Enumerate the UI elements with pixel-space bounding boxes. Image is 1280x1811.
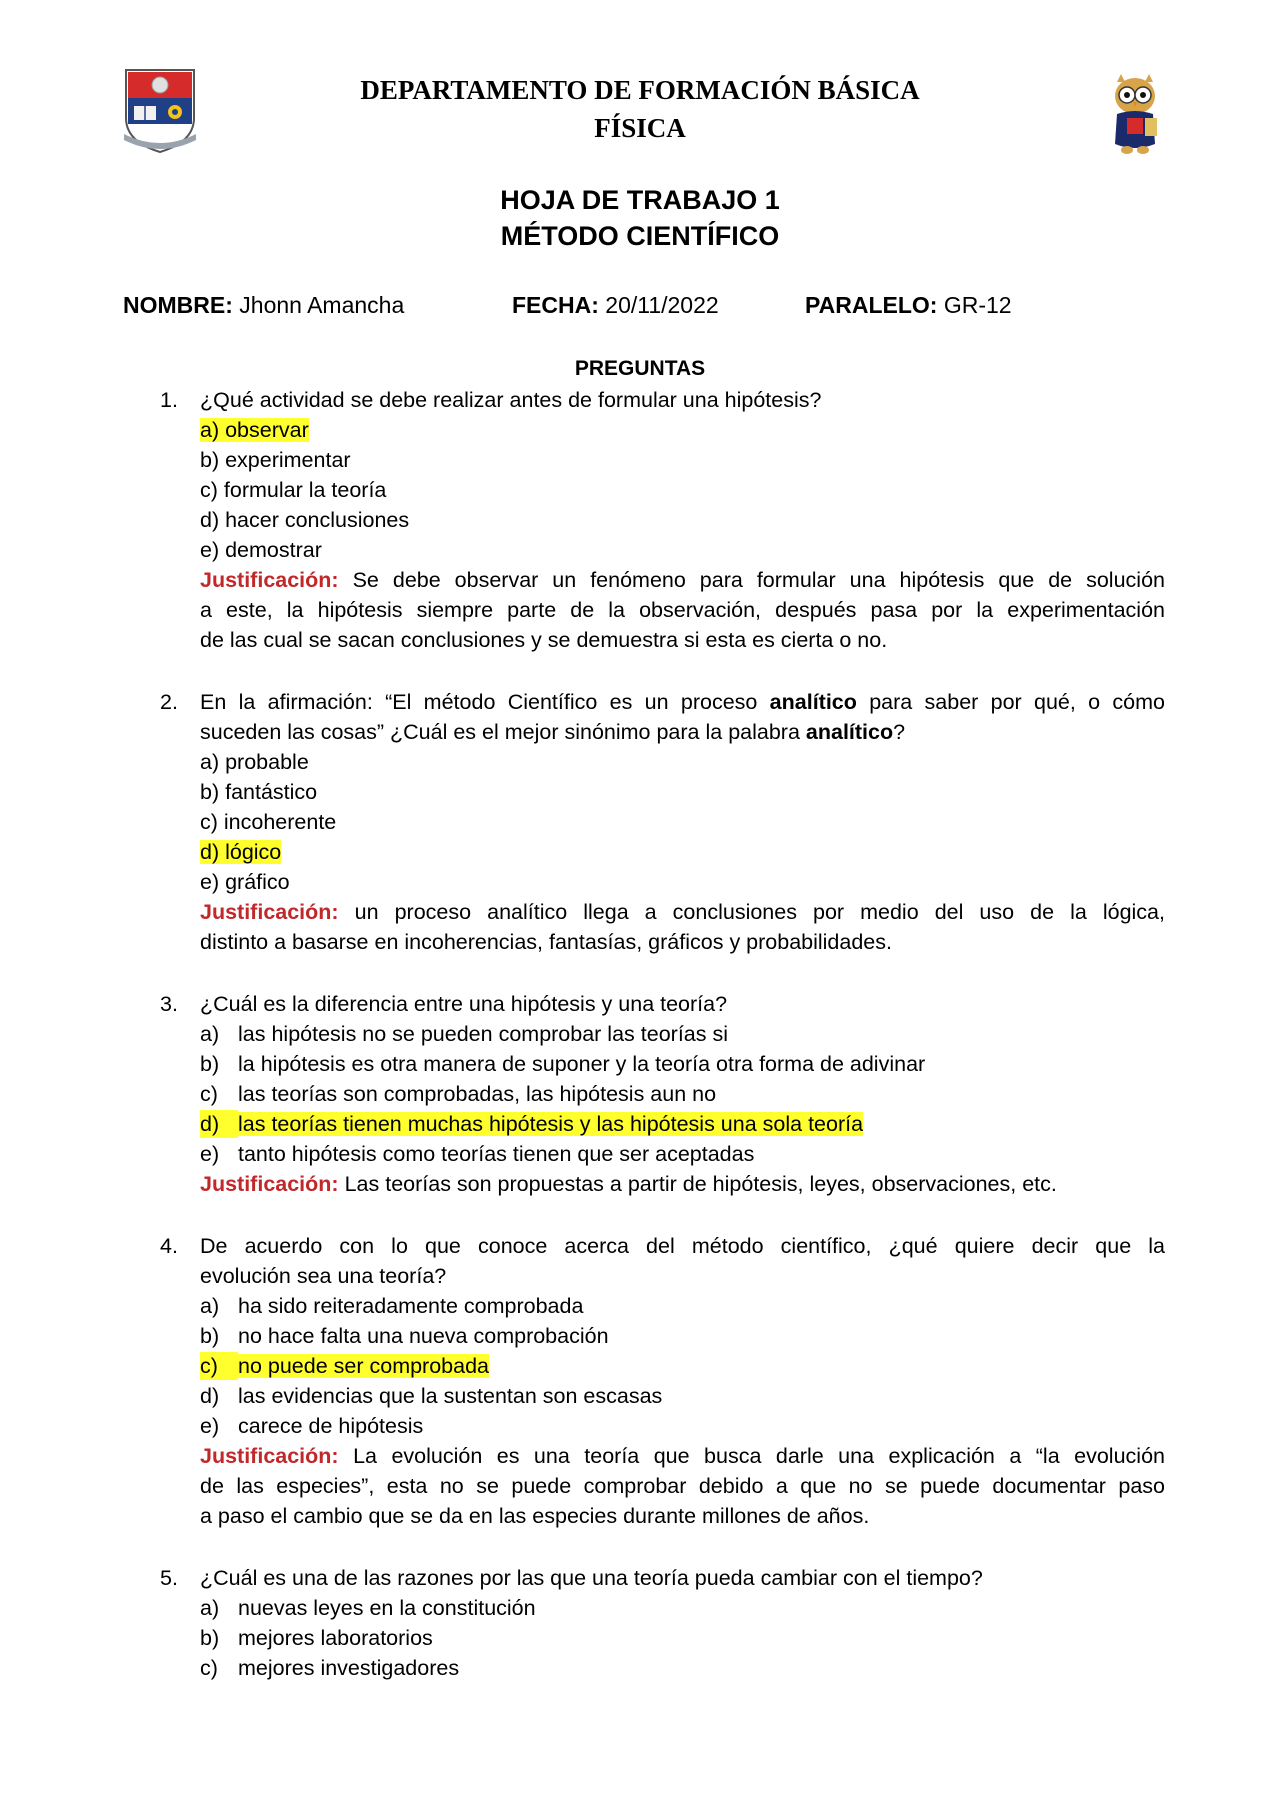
date-value: 20/11/2022 (605, 292, 719, 318)
q1-justification-line-3: de las cual se sacan conclusiones y se demuestra si esta es cierta o no. (200, 628, 888, 652)
q4-option-a-letter: a) (200, 1294, 220, 1318)
q1-option-e: e) demostrar (200, 538, 322, 562)
q4-option-a: ha sido reiteradamente comprobada (238, 1294, 584, 1318)
q1-option-d: d) hacer conclusiones (200, 508, 410, 532)
q2-option-d-text: d) lógico (200, 840, 282, 864)
q4-option-e-letter: e) (200, 1414, 220, 1438)
q4-justification-text-1: La evolución es una teoría que busca darle una explicación a “la evolución (353, 1444, 1165, 1468)
q2-option-e: e) gráfico (200, 870, 290, 894)
q5-option-a-letter: a) (200, 1596, 220, 1620)
q4-justification-line-1 (200, 1442, 1165, 1470)
q3-option-c-letter: c) (200, 1082, 218, 1106)
question-3-text: ¿Cuál es la diferencia entre una hipótesis y una teoría? (200, 992, 728, 1016)
group-value: GR-12 (943, 292, 1012, 318)
q3-justification-text-1: Las teorías son propuestas a partir de hipótesis, leyes, observaciones, etc. (344, 1172, 1057, 1196)
question-2-text-line-1 (200, 688, 1165, 716)
q2-justification-line-1 (200, 898, 1165, 926)
q4-option-b-letter: b) (200, 1324, 220, 1348)
question-5-text: ¿Cuál es una de las razones por las que una teoría pueda cambiar con el tiempo? (200, 1566, 983, 1590)
q3-option-b: la hipótesis es otra manera de suponer y la teoría otra forma de adivinar (238, 1052, 926, 1076)
justification-label: Justificación: (200, 568, 339, 592)
department-title: DEPARTAMENTO DE FORMACIÓN BÁSICA (360, 75, 920, 105)
justification-label: Justificación: (200, 1172, 339, 1196)
q3-option-a: las hipótesis no se pueden comprobar las teorías si (238, 1022, 728, 1046)
topic-title: MÉTODO CIENTÍFICO (500, 221, 780, 251)
q4-option-c (238, 1352, 489, 1380)
q2-line1-b: para saber por qué, o cómo (856, 690, 1165, 714)
q2-justification-line-2: distinto a basarse en incoherencias, fantasías, gráficos y probabilidades. (200, 930, 892, 954)
q1-option-a (200, 416, 309, 444)
q3-option-c: las teorías son comprobadas, las hipótesis aun no (238, 1082, 717, 1106)
question-number: 1. (160, 388, 178, 412)
university-crest-logo (120, 68, 200, 154)
question-number: 5. (160, 1566, 178, 1590)
q1-justification-line-1 (200, 566, 1165, 594)
q4-option-b: no hace falta una nueva comprobación (238, 1324, 609, 1348)
q2-option-c: c) incoherente (200, 810, 337, 834)
q5-option-c: mejores investigadores (238, 1656, 460, 1680)
q3-option-e: tanto hipótesis como teorías tienen que ser aceptadas (238, 1142, 755, 1166)
q3-option-d-text: las teorías tienen muchas hipótesis y las hipótesis una sola teoría (238, 1112, 864, 1136)
q1-option-c: c) formular la teoría (200, 478, 387, 502)
subject-title: FÍSICA (594, 113, 686, 143)
name-label: NOMBRE: (123, 292, 233, 318)
question-number: 4. (160, 1234, 178, 1258)
q1-option-b: b) experimentar (200, 448, 351, 472)
question-2-text-line-2 (200, 718, 905, 746)
q3-option-d-letter: d) (200, 1110, 238, 1138)
q4-option-d: las evidencias que la sustentan son escasas (238, 1384, 663, 1408)
q4-justification-line-2: de las especies”, esta no se puede comprobar debido a que no se puede documentar paso (200, 1474, 1165, 1498)
group-field (805, 290, 1012, 320)
q3-option-e-letter: e) (200, 1142, 220, 1166)
q1-justification-text-1: Se debe observar un fenómeno para formular una hipótesis que de solución (352, 568, 1165, 592)
q3-option-a-letter: a) (200, 1022, 220, 1046)
q5-option-b-letter: b) (200, 1626, 220, 1650)
q1-option-a-text: a) observar (200, 418, 309, 442)
q2-line1-bold: analítico (769, 690, 857, 714)
question-number: 2. (160, 690, 178, 714)
q5-option-b: mejores laboratorios (238, 1626, 433, 1650)
q2-line2-bold: analítico (805, 720, 894, 744)
question-1-text: ¿Qué actividad se debe realizar antes de formular una hipótesis? (200, 388, 822, 412)
date-label: FECHA: (512, 292, 599, 318)
q4-justification-line-3: a paso el cambio que se da en las especies durante millones de años. (200, 1504, 870, 1528)
student-name: Jhonn Amancha (239, 292, 405, 318)
q2-option-a: a) probable (200, 750, 309, 774)
q4-option-d-letter: d) (200, 1384, 220, 1408)
question-number: 3. (160, 992, 178, 1016)
q3-justification-line-1 (200, 1170, 1165, 1198)
q2-justification-text-1: un proceso analítico llega a conclusiones por medio del uso de la lógica, (354, 900, 1165, 924)
question-4-text-line-1: De acuerdo con lo que conoce acerca del método científico, ¿qué quiere decir que la (200, 1234, 1165, 1258)
section-title: PREGUNTAS (574, 357, 706, 380)
q1-justification-line-2: a este, la hipótesis siempre parte de la observación, después pasa por la experimentación (200, 598, 1165, 622)
q4-option-c-text: no puede ser comprobada (238, 1354, 490, 1378)
q2-line1-a: En la afirmación: “El método Científico es un proceso (200, 690, 770, 714)
q4-option-c-letter: c) (200, 1352, 238, 1380)
q3-option-b-letter: b) (200, 1052, 220, 1076)
group-label: PARALELO: (805, 292, 938, 318)
q2-line2-b: ? (893, 720, 906, 744)
q4-option-e: carece de hipótesis (238, 1414, 424, 1438)
q5-option-a: nuevas leyes en la constitución (238, 1596, 536, 1620)
q3-option-d (238, 1110, 863, 1138)
q2-option-b: b) fantástico (200, 780, 318, 804)
worksheet-title: HOJA DE TRABAJO 1 (500, 185, 780, 215)
question-4-text-line-2: evolución sea una teoría? (200, 1264, 447, 1288)
q2-line2-a: suceden las cosas” ¿Cuál es el mejor sinónimo para la palabra (200, 720, 806, 744)
justification-label: Justificación: (200, 900, 339, 924)
justification-label: Justificación: (200, 1444, 339, 1468)
owl-mascot-logo (1105, 74, 1165, 156)
date-field (512, 290, 719, 320)
student-name-field (123, 290, 404, 320)
q5-option-c-letter: c) (200, 1656, 218, 1680)
q2-option-d (200, 838, 281, 866)
